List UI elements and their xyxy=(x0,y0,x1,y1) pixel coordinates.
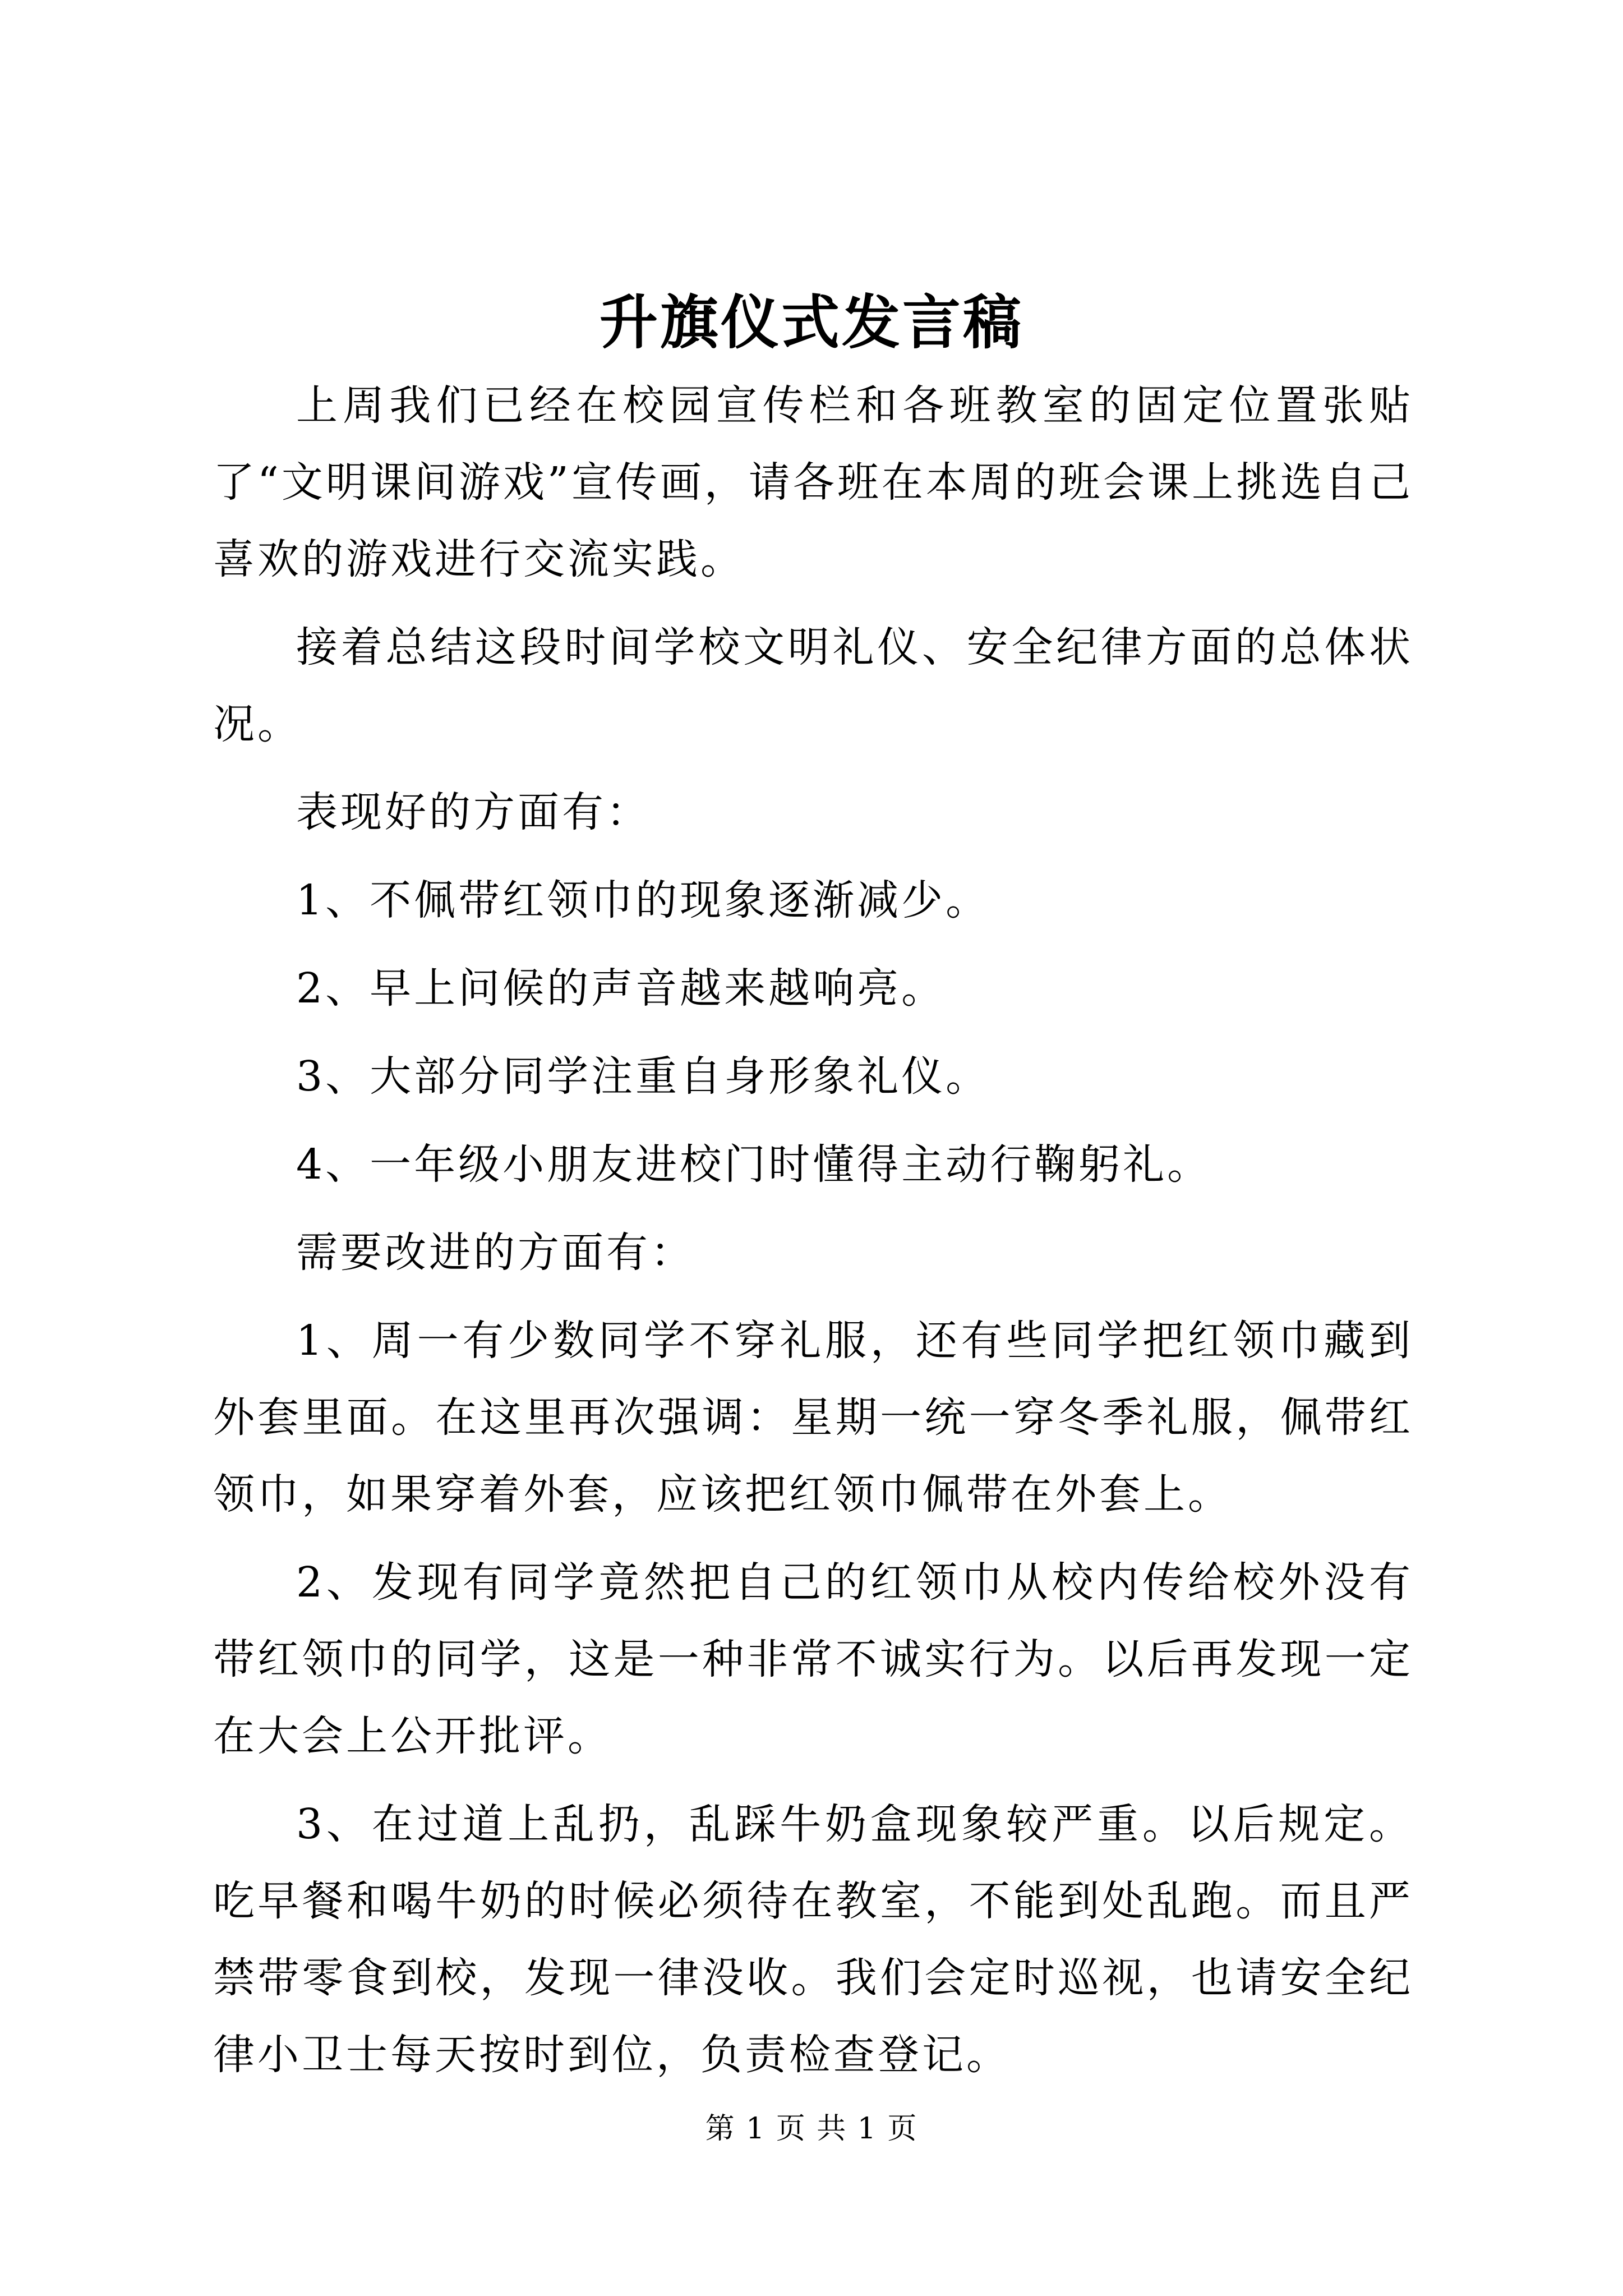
paragraph-summary: 接着总结这段时间学校文明礼仪、安全纪律方面的总体状况。 xyxy=(213,623,1413,748)
paragraph-good-heading: 表现好的方面有： xyxy=(296,788,651,836)
list-item-improve-2: 2、发现有同学竟然把自己的红领巾从校内传给校外没有带红领巾的同学，这是一种非常不诚实行为。以后再发现一定在大会上公开批评。 xyxy=(213,1558,1413,1760)
paragraph-improve-heading: 需要改进的方面有： xyxy=(296,1228,695,1277)
paragraph-intro: 上周我们已经在校园宣传栏和各班教室的固定位置张贴了“文明课间游戏”宣传画，请各班在本周的班会课上挑选自己喜欢的游戏进行交流实践。 xyxy=(213,381,1413,583)
document-title: 升旗仪式发言稿 xyxy=(599,288,1023,357)
list-item-improve-3: 3、在过道上乱扔，乱踩牛奶盒现象较严重。以后规定。吃早餐和喝牛奶的时候必须待在教室，不能到处乱跑。而且严禁带零食到校，发现一律没收。我们会定时巡视，也请安全纪律小卫士每天按时到位，负责检查登记。 xyxy=(213,1800,1413,2079)
list-item-good-3: 3、大部分同学注重自身形象礼仪。 xyxy=(296,1052,990,1101)
list-item-good-4: 4、一年级小朋友进校门时懂得主动行鞠躬礼。 xyxy=(296,1140,1212,1189)
document-body xyxy=(213,367,1413,2105)
page-footer: 第 1 页 共 1 页 xyxy=(705,2112,918,2146)
list-item-good-2: 2、早上问候的声音越来越响亮。 xyxy=(296,964,946,1013)
list-item-good-1: 1、不佩带红领巾的现象逐渐减少。 xyxy=(296,876,990,924)
list-item-improve-1: 1、周一有少数同学不穿礼服，还有些同学把红领巾藏到外套里面。在这里再次强调：星期一统一穿冬季礼服，佩带红领巾，如果穿着外套，应该把红领巾佩带在外套上。 xyxy=(213,1317,1413,1519)
